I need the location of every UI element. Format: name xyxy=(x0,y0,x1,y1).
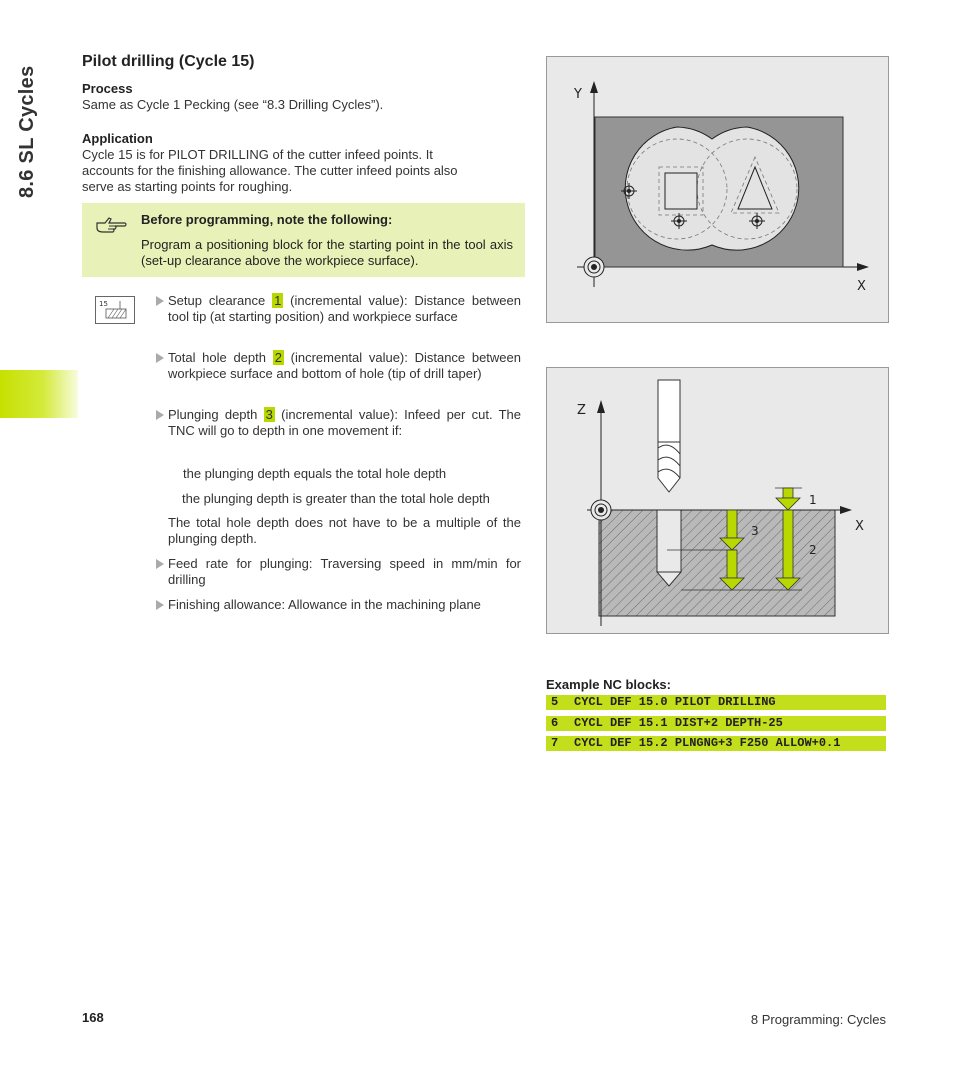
param-number-badge: 1 xyxy=(274,293,282,308)
example-title: Example NC blocks: xyxy=(546,677,671,692)
param-number-badge: 3 xyxy=(265,407,273,422)
param-feed-rate-text: Feed rate for plunging: Traversing speed in mm/min for drilling xyxy=(168,556,521,587)
total-depth-note xyxy=(156,515,521,547)
nc-block-code: CYCL DEF 15.1 DIST+2 DEPTH-25 xyxy=(574,716,783,730)
note-body: Program a positioning block for the starting point in the tool axis (set-up clearance above the workpiece surface). xyxy=(141,237,513,268)
figure-xz-section xyxy=(546,367,889,634)
bullet-arrow-icon xyxy=(156,296,164,306)
page-number: 168 xyxy=(82,1010,104,1025)
param-description: (incremental value): Distance between tool tip (at starting position) and workpiece surface xyxy=(168,293,521,324)
nc-block-number: 5 xyxy=(551,695,559,709)
condition-equal: the plunging depth equals the total hole depth xyxy=(183,466,447,481)
section-title xyxy=(14,48,54,208)
bullet-arrow-icon xyxy=(156,559,164,569)
param-feed-rate xyxy=(156,556,521,588)
application-title: Application xyxy=(82,131,153,146)
application-line-1: Cycle 15 is for PILOT DRILLING of the cutter infeed points. It xyxy=(82,147,433,162)
application-line-3: serve as starting points for roughing. xyxy=(82,179,293,194)
application-line-2: accounts for the finishing allowance. The cutter infeed points also xyxy=(82,163,458,178)
param-label: Setup clearance xyxy=(168,293,273,308)
param-label: Total hole depth xyxy=(168,350,273,365)
axis-x-label: X xyxy=(857,279,866,294)
pointing-hand-icon xyxy=(95,215,129,235)
label-1: 1 xyxy=(809,493,817,507)
axis-z-label: Z xyxy=(577,403,586,418)
section-title-text: 8.6 SL Cycles xyxy=(16,65,38,198)
process-title: Process xyxy=(82,81,133,96)
page-heading: Pilot drilling (Cycle 15) xyxy=(82,53,255,70)
nc-block-6 xyxy=(546,716,886,731)
param-finishing-allowance xyxy=(156,597,521,613)
nc-block-number: 7 xyxy=(551,736,559,750)
param-label: Plunging depth xyxy=(168,407,264,422)
nc-block-code: CYCL DEF 15.2 PLNGNG+3 F250 ALLOW+0.1 xyxy=(574,736,841,750)
param-description: (incremental value): Infeed per cut. The TNC will go to depth in one movement if: xyxy=(168,407,521,438)
param-description: (incremental value): Distance between workpiece surface and bottom of hole (tip of drill taper) xyxy=(168,350,521,381)
process-text: Same as Cycle 1 Pecking (see “8.3 Drilling Cycles”). xyxy=(82,97,384,112)
cycle-icon-label: 15 xyxy=(99,300,108,308)
label-3: 3 xyxy=(751,524,759,538)
param-plunging-depth xyxy=(156,407,521,439)
nc-block-7 xyxy=(546,736,886,751)
label-2: 2 xyxy=(809,543,817,557)
bullet-arrow-icon xyxy=(156,410,164,420)
note-box xyxy=(82,203,525,277)
note-title: Before programming, note the following: xyxy=(141,212,393,227)
param-finishing-allowance-text: Finishing allowance: Allowance in the machining plane xyxy=(168,597,481,612)
nc-block-5 xyxy=(546,695,886,710)
nc-block-number: 6 xyxy=(551,716,559,730)
param-setup-clearance xyxy=(156,293,521,325)
figure-xy-plane xyxy=(546,56,889,323)
param-total-hole-depth xyxy=(156,350,521,382)
chapter-footer: 8 Programming: Cycles xyxy=(750,1012,886,1027)
nc-block-code: CYCL DEF 15.0 PILOT DRILLING xyxy=(574,695,776,709)
total-depth-note-text: The total hole depth does not have to be a multiple of the plunging depth. xyxy=(168,515,521,546)
param-number-badge: 2 xyxy=(274,350,282,365)
condition-greater: the plunging depth is greater than the total hole depth xyxy=(182,491,490,506)
axis-x-label: X xyxy=(855,519,864,534)
section-tab xyxy=(0,370,78,418)
cycle-15-icon xyxy=(95,296,135,324)
bullet-arrow-icon xyxy=(156,600,164,610)
bullet-arrow-icon xyxy=(156,353,164,363)
axis-y-label: Y xyxy=(574,87,582,102)
